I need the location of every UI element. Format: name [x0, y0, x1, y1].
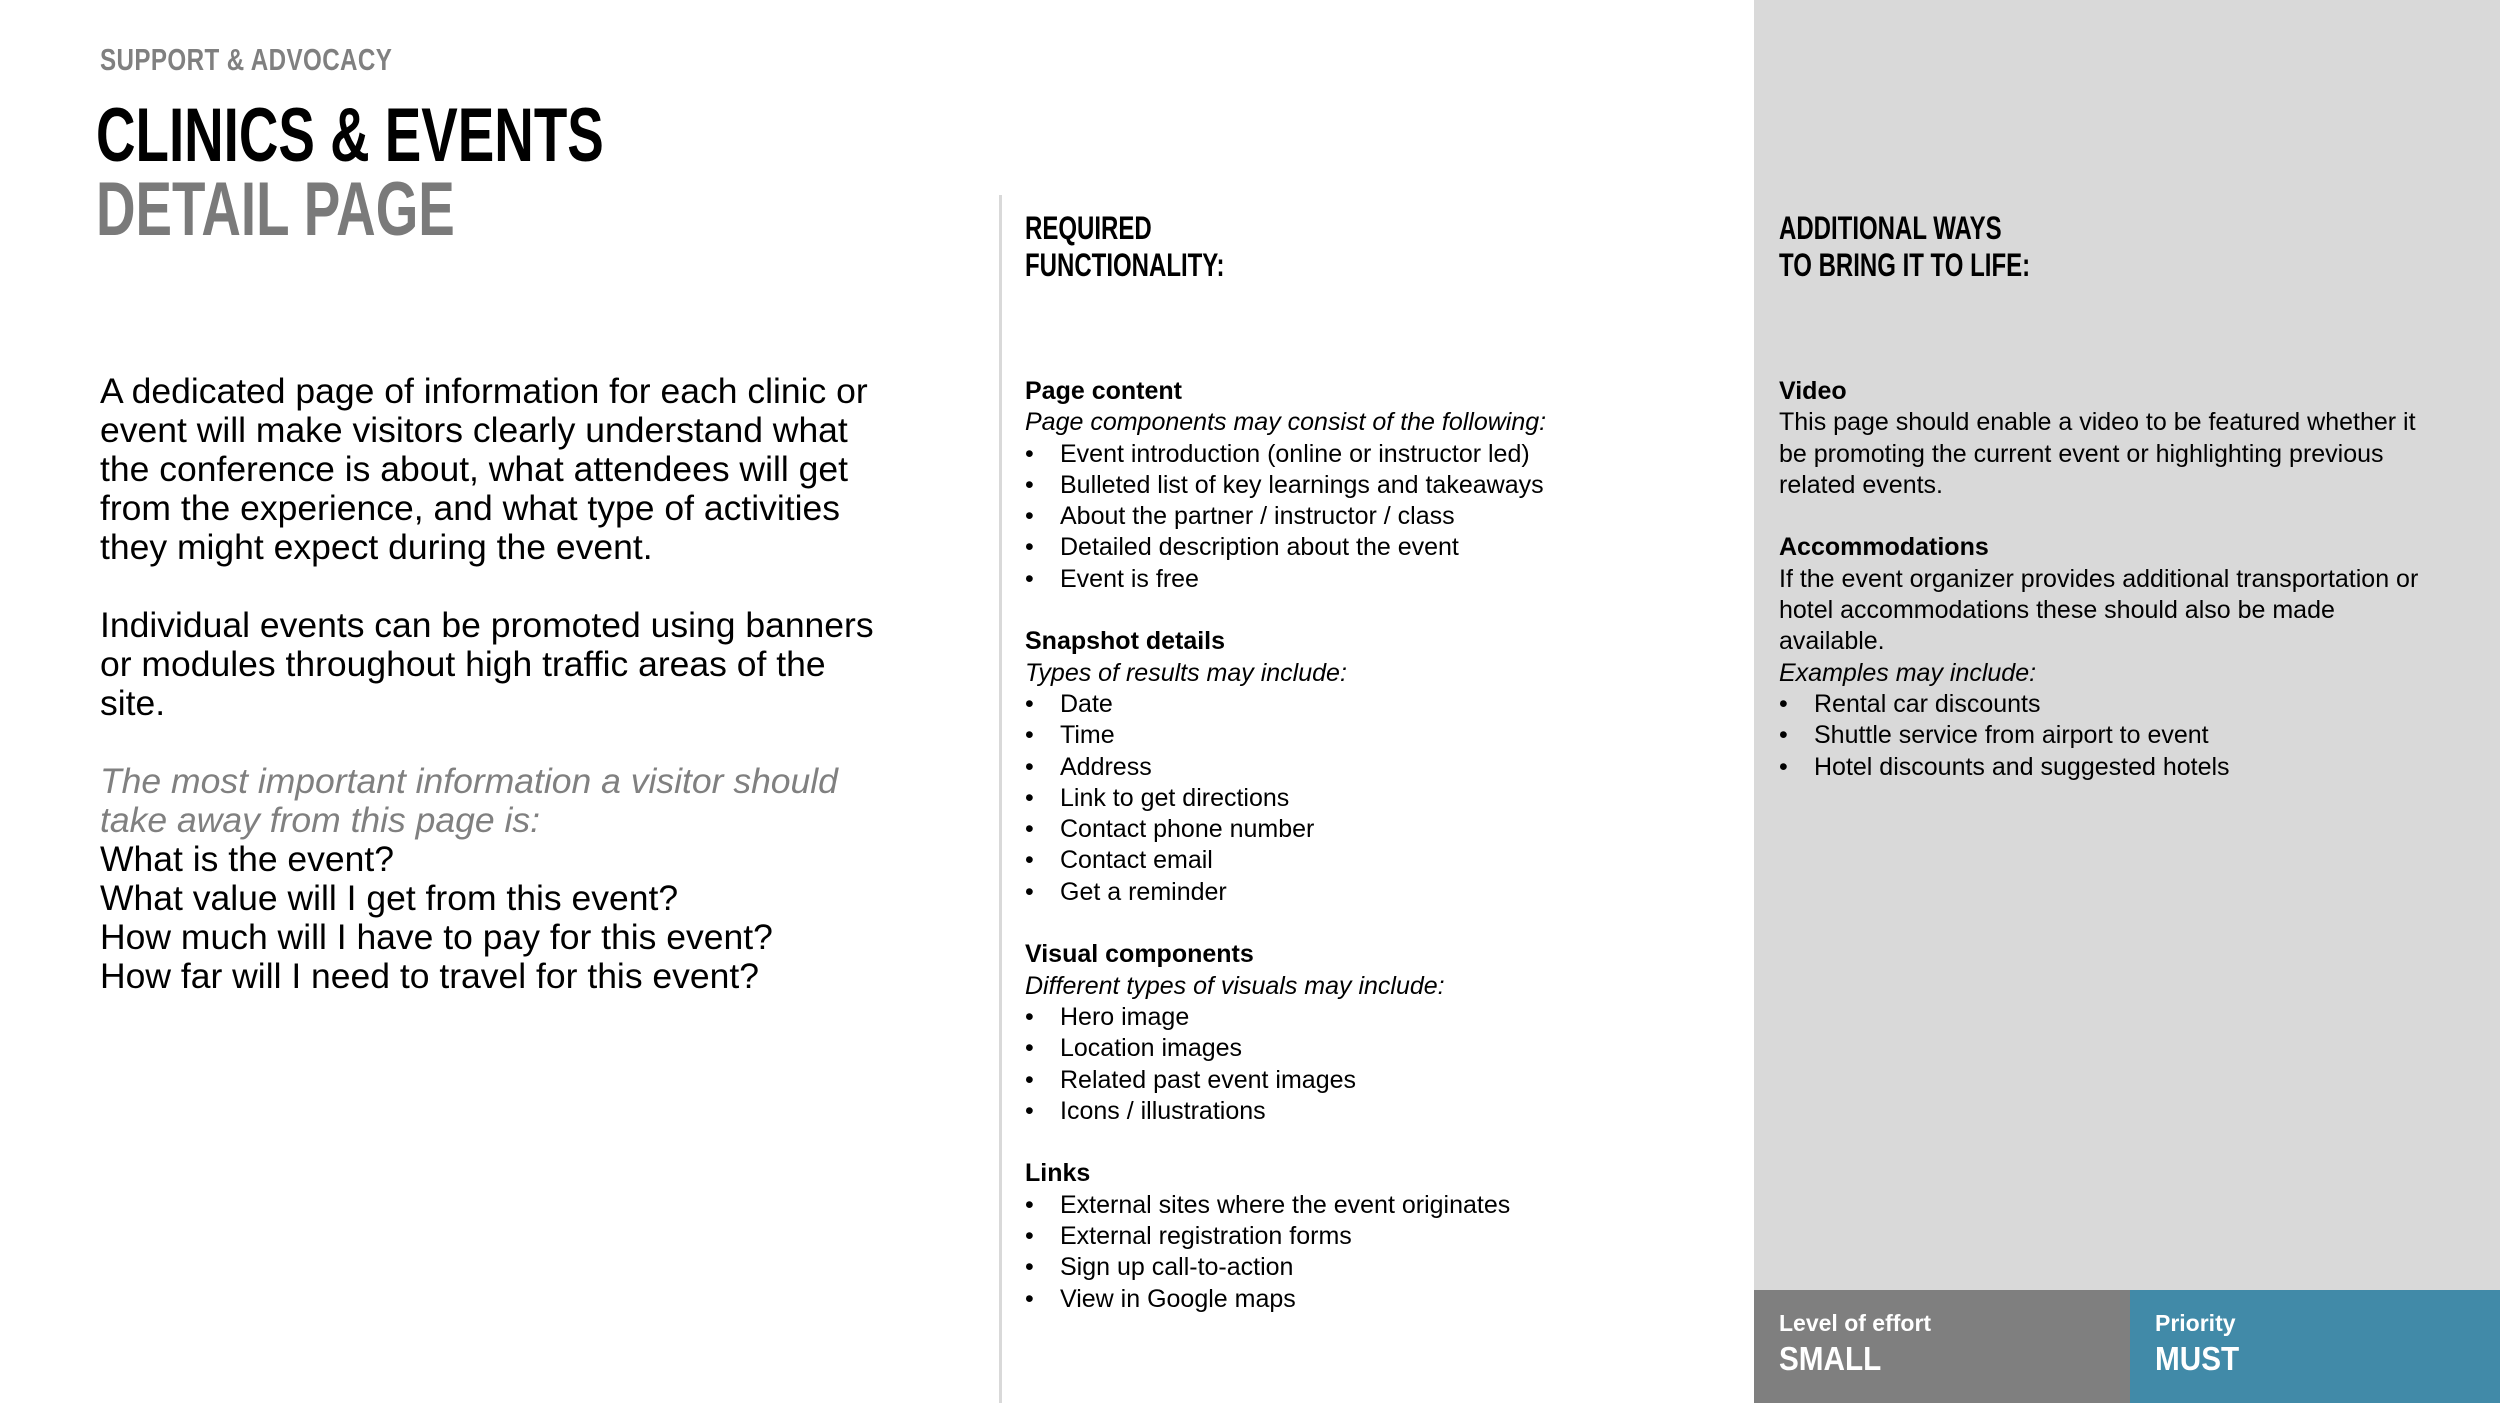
list-item: • Rental car discounts	[1779, 689, 2419, 720]
section-subtitle: Page components may consist of the following:	[1025, 408, 1547, 437]
list-item: • Event introduction (online or instructor led)	[1025, 439, 1725, 470]
list-item: • Date	[1025, 689, 1725, 720]
list-item: • Bulleted list of key learnings and takeaways	[1025, 470, 1725, 501]
additional-ways-list	[1779, 376, 2419, 783]
level-of-effort-badge	[1754, 1290, 2130, 1403]
list-item: • Sign up call-to-action	[1025, 1252, 1725, 1283]
key-question: What is the event?	[100, 839, 395, 879]
video-section	[1779, 376, 2419, 501]
visual-components-section	[1025, 939, 1725, 1127]
section-subtitle: Examples may include:	[1779, 658, 2037, 687]
required-functionality-heading	[1025, 210, 1225, 284]
list-item: • Hero image	[1025, 1002, 1725, 1033]
heading-line: TO BRING IT TO LIFE:	[1779, 247, 2031, 283]
list-item: • External sites where the event originates	[1025, 1190, 1725, 1221]
key-question: How much will I have to pay for this event?	[100, 917, 773, 957]
list-item: • Event is free	[1025, 564, 1725, 595]
effort-label: Level of effort	[1779, 1310, 1932, 1336]
key-takeaway-callout: The most important information a visitor should take away from this page is:	[100, 761, 838, 840]
section-title: Accommodations	[1779, 533, 1989, 562]
bullet-list	[1025, 1002, 1725, 1127]
bullet-list	[1025, 1190, 1725, 1315]
list-item: • About the partner / instructor / class	[1025, 501, 1725, 532]
list-item: • Detailed description about the event	[1025, 532, 1725, 563]
bullet-list	[1025, 689, 1725, 908]
list-item: • Address	[1025, 752, 1725, 783]
accommodations-section	[1779, 532, 2419, 782]
section-body: This page should enable a video to be featured whether it be promoting the current event or highlighting previous related events.	[1779, 408, 2416, 499]
list-item: • External registration forms	[1025, 1221, 1725, 1252]
list-item: • Icons / illustrations	[1025, 1096, 1725, 1127]
section-title: Video	[1779, 377, 1847, 405]
priority-value: MUST	[2155, 1340, 2240, 1377]
key-question: How far will I need to travel for this event?	[100, 956, 760, 996]
list-item: • Link to get directions	[1025, 783, 1725, 814]
section-subtitle: Different types of visuals may include:	[1025, 971, 1445, 1000]
section-title: Links	[1025, 1159, 1091, 1188]
section-eyebrow: SUPPORT & ADVOCACY	[100, 42, 393, 77]
heading-line: REQUIRED	[1025, 210, 1152, 246]
page-title: CLINICS & EVENTS	[96, 93, 604, 178]
required-functionality-list	[1025, 376, 1725, 1315]
page-content-section	[1025, 376, 1725, 595]
heading-line: FUNCTIONALITY:	[1025, 247, 1225, 283]
bullet-list	[1025, 439, 1725, 595]
bullet-list	[1779, 689, 2419, 783]
intro-text	[100, 372, 900, 996]
list-item: • Related past event images	[1025, 1065, 1725, 1096]
list-item: • Hotel discounts and suggested hotels	[1779, 752, 2419, 783]
priority-badge	[2130, 1290, 2500, 1403]
column-divider	[999, 195, 1002, 1403]
intro-paragraph-2: Individual events can be promoted using banners or modules throughout high traffic areas of the site.	[100, 605, 874, 723]
section-title: Page content	[1025, 377, 1182, 405]
list-item: • Contact email	[1025, 845, 1725, 876]
page-subtitle: DETAIL PAGE	[96, 167, 455, 252]
list-item: • View in Google maps	[1025, 1284, 1725, 1315]
list-item: • Shuttle service from airport to event	[1779, 720, 2419, 751]
additional-ways-heading	[1779, 210, 2030, 284]
section-title: Visual components	[1025, 940, 1254, 969]
intro-paragraph-1: A dedicated page of information for each clinic or event will make visitors clearly understand what the conference is about, what attendees will get from the experience, and what type of activities they might expect during the event.	[100, 371, 868, 567]
effort-value: SMALL	[1779, 1340, 1882, 1377]
section-subtitle: Types of results may include:	[1025, 658, 1347, 687]
key-question: What value will I get from this event?	[100, 878, 679, 918]
list-item: • Contact phone number	[1025, 814, 1725, 845]
list-item: • Get a reminder	[1025, 877, 1725, 908]
list-item: • Location images	[1025, 1033, 1725, 1064]
priority-label: Priority	[2155, 1310, 2236, 1336]
list-item: • Time	[1025, 720, 1725, 751]
links-section	[1025, 1158, 1725, 1314]
section-body: If the event organizer provides additional transportation or hotel accommodations these should also be made available.	[1779, 564, 2419, 656]
heading-line: ADDITIONAL WAYS	[1779, 210, 2002, 246]
snapshot-details-section	[1025, 626, 1725, 908]
section-title: Snapshot details	[1025, 627, 1226, 656]
